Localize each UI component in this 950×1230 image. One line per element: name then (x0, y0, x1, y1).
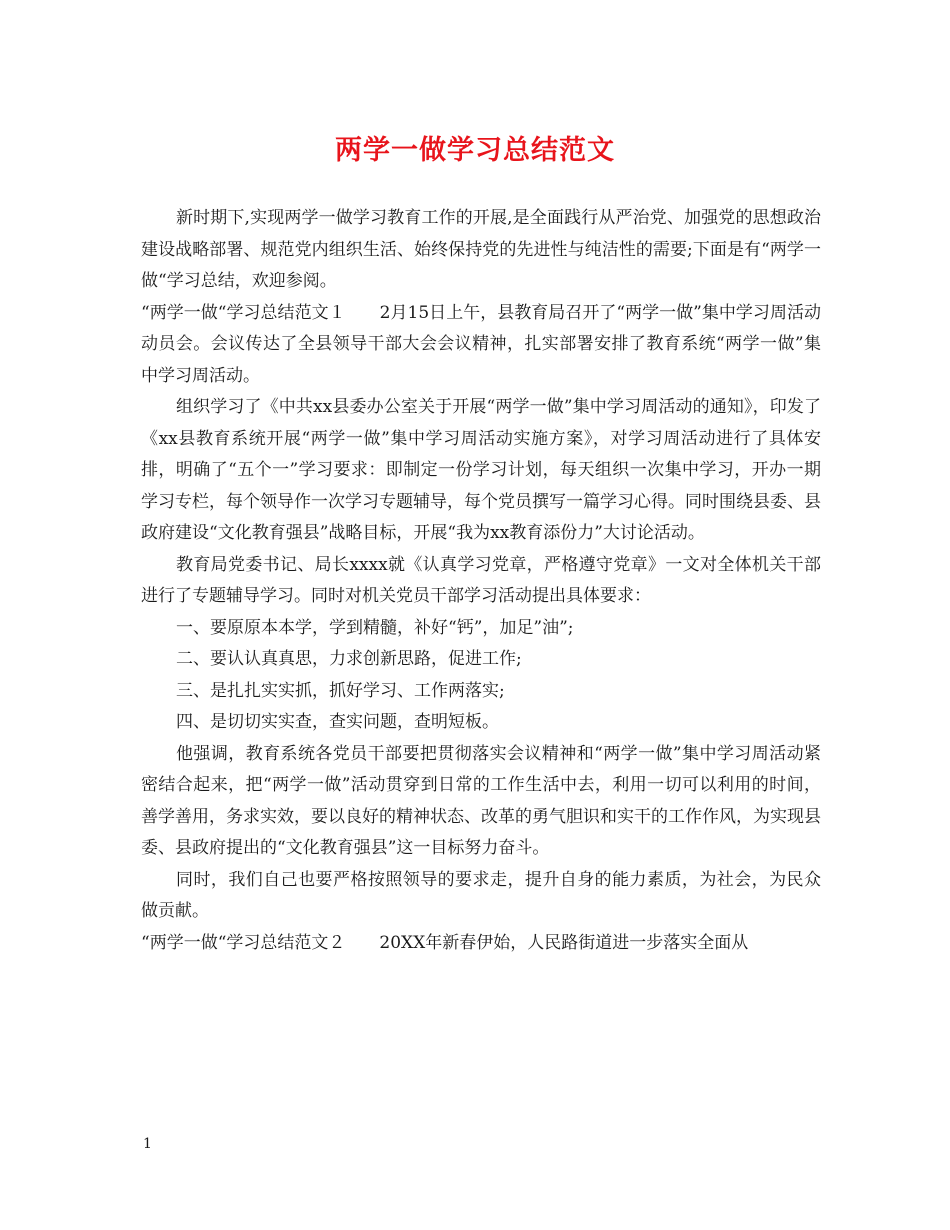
paragraph-contribution: 同时，我们自己也要严格按照领导的要求走，提升自身的能力素质，为社会，为民众做贡献。 (141, 869, 821, 921)
paragraph-intro: 新时期下,实现两学一做学习教育工作的开展,是全面践行从严治党、加强党的思想政治建设战略部署、规范党内组织生活、始终保持党的先进性与纯洁性的需要;下面是有“两学一做“学习总结，欢迎参阅。 (141, 208, 821, 291)
paragraph-party-lecture: 教育局党委书记、局长xxxx就《认真学习党章，严格遵守党章》一文对全体机关干部进行了专题辅导学习。同时对机关党员干部学习活动提出具体要求： (141, 554, 821, 606)
page-number: 1 (143, 1136, 152, 1152)
list-item-requirement-3: 三、是扎扎实实抓，抓好学习、工作两落实; (176, 680, 505, 701)
list-item-requirement-1: 一、要原原本本学，学到精髓，补好“钙”，加足”油”; (176, 617, 574, 638)
paragraph-emphasis: 他强调，教育系统各党员干部要把贯彻落实会议精神和“两学一做”集中学习周活动紧密结合起来，把“两学一做”活动贯穿到日常的工作生活中去，利用一切可以利用的时间，善学善用，务求实效，要以良好的精神状态、改革的勇气胆识和实干的工作作风，为实现县委、县政府提出的“文化教育强县”这一目标努力奋斗。 (141, 743, 821, 858)
document-body (141, 203, 821, 959)
paragraph-study-arrangement: 组织学习了《中共xx县委办公室关于开展“两学一做”集中学习周活动的通知》，印发了《xx县教育系统开展“两学一做”集中学习周活动实施方案》，对学习周活动进行了具体安排，明确了“五个一”学习要求：即制定一份学习计划，每天组织一次集中学习，开办一期学习专栏，每个领导作一次学习专题辅导，每个党员撰写一篇学习心得。同时围绕县委、县政府建设“文化教育强县”战略目标，开展“我为xx教育添份力”大讨论活动。 (141, 397, 821, 543)
document-title: 两学一做学习总结范文 (335, 135, 615, 166)
list-item-requirement-2: 二、要认认真真思，力求创新思路，促进工作; (176, 649, 522, 669)
list-item-requirement-4: 四、是切切实实查，查实问题，查明短板。 (176, 712, 499, 732)
paragraph-sample-2-heading: “两学一做“学习总结范文２ 20XX年新春伊始，人民路街道进一步落实全面从 (141, 932, 749, 953)
paragraph-sample-1-heading: “两学一做“学习总结范文１ 2月15日上午，县教育局召开了“两学一做”集中学习周活动动员会。会议传达了全县领导干部大会会议精神，扎实部署安排了教育系统“两学一做”集中学习周活动。 (141, 302, 821, 386)
